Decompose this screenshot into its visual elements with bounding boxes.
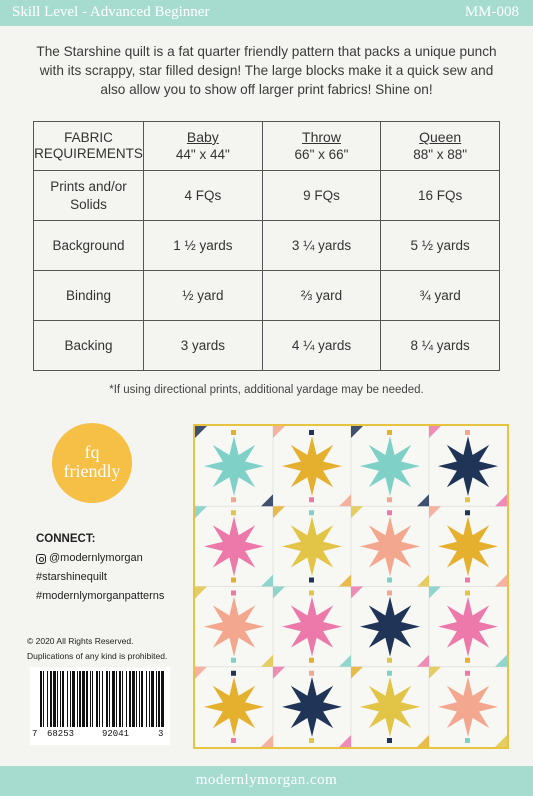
- barcode-group-1: 68253: [47, 729, 75, 739]
- table-cell: ½ yard: [144, 271, 263, 321]
- badge-line1: fq: [84, 442, 100, 462]
- table-cell: ⅔ yard: [262, 271, 381, 321]
- quilt-illustration: [195, 426, 507, 747]
- barcode-bars: [30, 667, 170, 729]
- yardage-footnote: *If using directional prints, additional yardage may be needed.: [109, 384, 424, 396]
- table-row: [34, 321, 500, 371]
- copyright-text: © 2020 All Rights Reserved.: [27, 636, 134, 646]
- badge-line2: friendly: [63, 461, 121, 481]
- instagram-handle: [36, 549, 164, 568]
- row-label-line2: Solids: [70, 196, 107, 212]
- instagram-icon: [36, 554, 46, 564]
- row-label: [34, 171, 144, 221]
- table-cell: 1 ½ yards: [144, 221, 263, 271]
- barcode: [30, 667, 170, 745]
- table-title-line1: FABRIC: [64, 130, 113, 145]
- pattern-description: The Starshine quilt is a fat quarter friendly pattern that packs a unique punch with its scrappy, star filled design! The large blocks make it a quick sew and also allow you to show off larger print fabrics! Shine on!: [36, 44, 497, 97]
- size-name: Throw: [302, 129, 341, 145]
- table-cell: 5 ½ yards: [381, 221, 500, 271]
- table-cell: 3 yards: [144, 321, 263, 371]
- quilt-photo: [193, 424, 509, 749]
- row-label: Backing: [34, 321, 144, 371]
- row-label-line1: Prints and/or: [50, 178, 127, 194]
- pattern-code: MM-008: [464, 4, 519, 20]
- barcode-group-2: 92041: [102, 729, 130, 739]
- table-cell: 16 FQs: [381, 171, 500, 221]
- table-cell: ¾ yard: [381, 271, 500, 321]
- connect-section: [36, 530, 164, 606]
- fabric-requirements-table: [33, 121, 500, 371]
- size-baby: [144, 122, 263, 171]
- size-dims: 66" x 66": [294, 147, 349, 162]
- table-cell: 4 ¼ yards: [262, 321, 381, 371]
- table-cell: 4 FQs: [144, 171, 263, 221]
- table-title-line2: REQUIREMENTS: [34, 146, 143, 161]
- size-dims: 44" x 44": [175, 147, 230, 162]
- fq-friendly-badge: [52, 423, 132, 503]
- size-name: Queen: [419, 129, 462, 145]
- size-throw: [262, 122, 381, 171]
- table-cell: 3 ¼ yards: [262, 221, 381, 271]
- size-dims: 88" x 88": [413, 147, 468, 162]
- table-row: [34, 221, 500, 271]
- handle-text: @modernlymorgan: [49, 552, 143, 564]
- skill-level: Skill Level - Advanced Beginner: [12, 4, 210, 20]
- table-title: [34, 122, 144, 171]
- connect-heading: CONNECT:: [36, 533, 96, 545]
- size-queen: [381, 122, 500, 171]
- hashtag-starshine: #starshinequilt: [36, 571, 107, 583]
- table-row: [34, 271, 500, 321]
- table-cell: 9 FQs: [262, 171, 381, 221]
- barcode-digit-2: 3: [158, 729, 164, 739]
- barcode-digit-1: 7: [32, 729, 38, 739]
- size-name: Baby: [186, 129, 219, 145]
- top-banner: [0, 0, 533, 26]
- table-row: [34, 171, 500, 221]
- website-url: modernlymorgan.com: [195, 772, 338, 788]
- row-label: Binding: [34, 271, 144, 321]
- legal-notice: [27, 634, 167, 664]
- row-label: Background: [34, 221, 144, 271]
- duplication-text: Duplications of any kind is prohibited.: [27, 651, 168, 661]
- bottom-banner: [0, 766, 533, 796]
- table-cell: 8 ¼ yards: [381, 321, 500, 371]
- hashtag-patterns: #modernlymorganpatterns: [36, 590, 165, 602]
- table-header-row: [34, 122, 500, 171]
